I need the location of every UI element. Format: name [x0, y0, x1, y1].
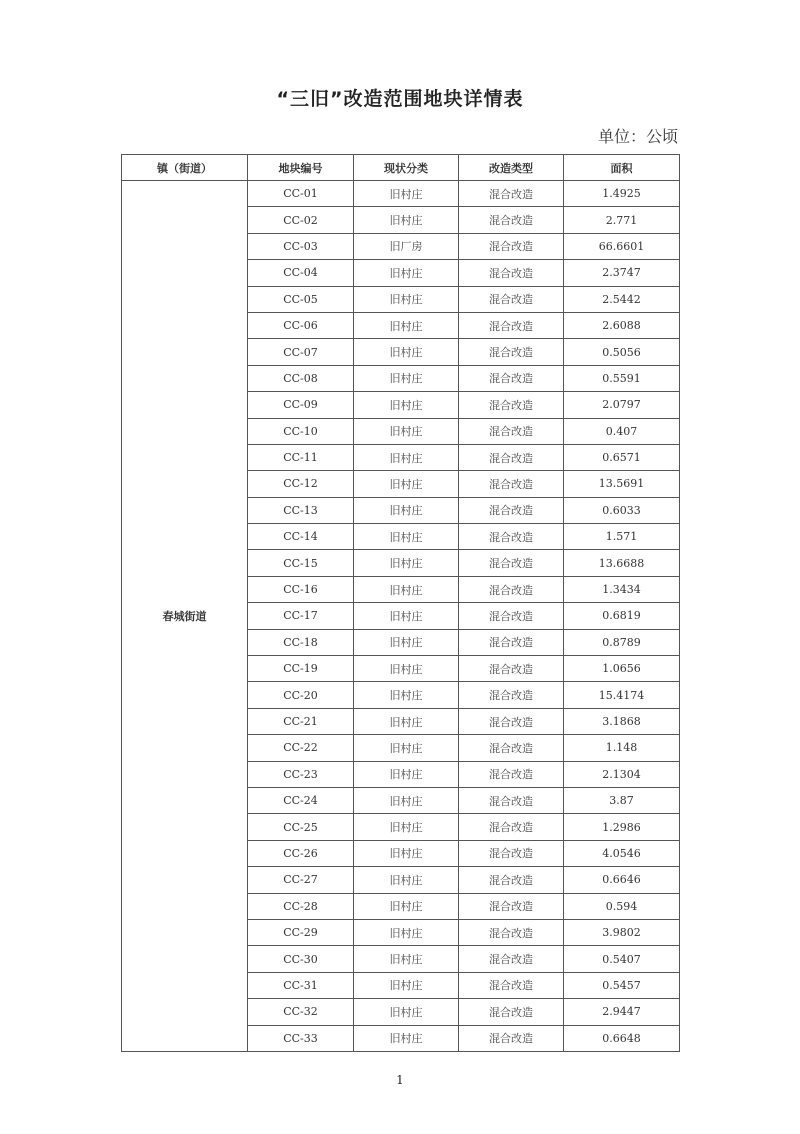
- renovation-type-cell: 混合改造: [459, 999, 564, 1025]
- renovation-type-cell: 混合改造: [459, 418, 564, 444]
- renovation-type-cell: 混合改造: [459, 946, 564, 972]
- current-class-cell: 旧村庄: [354, 814, 459, 840]
- parcel-id-cell: CC-09: [248, 392, 354, 418]
- parcel-id-cell: CC-17: [248, 603, 354, 629]
- area-cell: 1.571: [564, 524, 680, 550]
- current-class-cell: 旧村庄: [354, 471, 459, 497]
- header-parcel-id: 地块编号: [248, 155, 354, 181]
- current-class-cell: 旧村庄: [354, 867, 459, 893]
- area-cell: 0.6819: [564, 603, 680, 629]
- area-cell: 3.9802: [564, 919, 680, 945]
- parcel-id-cell: CC-28: [248, 893, 354, 919]
- parcel-id-cell: CC-04: [248, 260, 354, 286]
- current-class-cell: 旧村庄: [354, 946, 459, 972]
- parcel-id-cell: CC-18: [248, 629, 354, 655]
- parcel-id-cell: CC-05: [248, 286, 354, 312]
- renovation-type-cell: 混合改造: [459, 550, 564, 576]
- renovation-type-cell: 混合改造: [459, 867, 564, 893]
- current-class-cell: 旧村庄: [354, 682, 459, 708]
- area-cell: 0.594: [564, 893, 680, 919]
- parcel-id-cell: CC-02: [248, 207, 354, 233]
- document-title: “三旧”改造范围地块详情表: [276, 88, 524, 110]
- parcel-id-cell: CC-30: [248, 946, 354, 972]
- parcel-id-cell: CC-07: [248, 339, 354, 365]
- current-class-cell: 旧村庄: [354, 919, 459, 945]
- renovation-type-cell: 混合改造: [459, 761, 564, 787]
- area-cell: 0.8789: [564, 629, 680, 655]
- current-class-cell: 旧厂房: [354, 233, 459, 259]
- current-class-cell: 旧村庄: [354, 761, 459, 787]
- renovation-type-cell: 混合改造: [459, 814, 564, 840]
- renovation-type-cell: 混合改造: [459, 972, 564, 998]
- area-cell: 13.6688: [564, 550, 680, 576]
- renovation-type-cell: 混合改造: [459, 787, 564, 813]
- renovation-type-cell: 混合改造: [459, 207, 564, 233]
- renovation-type-cell: 混合改造: [459, 893, 564, 919]
- current-class-cell: 旧村庄: [354, 999, 459, 1025]
- renovation-type-cell: 混合改造: [459, 260, 564, 286]
- area-cell: 3.1868: [564, 708, 680, 734]
- renovation-type-cell: 混合改造: [459, 840, 564, 866]
- parcel-id-cell: CC-11: [248, 444, 354, 470]
- current-class-cell: 旧村庄: [354, 735, 459, 761]
- area-cell: 0.6033: [564, 497, 680, 523]
- parcel-id-cell: CC-10: [248, 418, 354, 444]
- current-class-cell: 旧村庄: [354, 656, 459, 682]
- area-cell: 2.1304: [564, 761, 680, 787]
- current-class-cell: 旧村庄: [354, 497, 459, 523]
- current-class-cell: 旧村庄: [354, 181, 459, 207]
- parcel-id-cell: CC-25: [248, 814, 354, 840]
- area-cell: 2.771: [564, 207, 680, 233]
- town-cell: 春城街道: [122, 181, 248, 1052]
- parcel-id-cell: CC-20: [248, 682, 354, 708]
- area-cell: 0.6646: [564, 867, 680, 893]
- unit-label: 单位：公顷: [597, 127, 678, 146]
- renovation-type-cell: 混合改造: [459, 471, 564, 497]
- current-class-cell: 旧村庄: [354, 787, 459, 813]
- area-cell: 66.6601: [564, 233, 680, 259]
- renovation-type-cell: 混合改造: [459, 682, 564, 708]
- current-class-cell: 旧村庄: [354, 524, 459, 550]
- area-cell: 0.5591: [564, 365, 680, 391]
- current-class-cell: 旧村庄: [354, 365, 459, 391]
- renovation-type-cell: 混合改造: [459, 181, 564, 207]
- header-current-class: 现状分类: [354, 155, 459, 181]
- current-class-cell: 旧村庄: [354, 207, 459, 233]
- renovation-type-cell: 混合改造: [459, 1025, 564, 1051]
- page-number: 1: [396, 1073, 404, 1087]
- area-cell: 2.6088: [564, 312, 680, 338]
- parcel-id-cell: CC-15: [248, 550, 354, 576]
- parcel-id-cell: CC-06: [248, 312, 354, 338]
- area-cell: 2.9447: [564, 999, 680, 1025]
- renovation-type-cell: 混合改造: [459, 286, 564, 312]
- parcel-id-cell: CC-33: [248, 1025, 354, 1051]
- area-cell: 2.5442: [564, 286, 680, 312]
- parcel-id-cell: CC-01: [248, 181, 354, 207]
- current-class-cell: 旧村庄: [354, 550, 459, 576]
- table-header-row: [122, 155, 680, 181]
- current-class-cell: 旧村庄: [354, 444, 459, 470]
- table-row: [122, 181, 680, 207]
- area-cell: 0.6571: [564, 444, 680, 470]
- area-cell: 1.148: [564, 735, 680, 761]
- parcel-id-cell: CC-24: [248, 787, 354, 813]
- parcel-id-cell: CC-19: [248, 656, 354, 682]
- current-class-cell: 旧村庄: [354, 339, 459, 365]
- current-class-cell: 旧村庄: [354, 286, 459, 312]
- renovation-type-cell: 混合改造: [459, 919, 564, 945]
- renovation-type-cell: 混合改造: [459, 392, 564, 418]
- current-class-cell: 旧村庄: [354, 893, 459, 919]
- current-class-cell: 旧村庄: [354, 972, 459, 998]
- parcel-id-cell: CC-29: [248, 919, 354, 945]
- area-cell: 15.4174: [564, 682, 680, 708]
- current-class-cell: 旧村庄: [354, 312, 459, 338]
- area-cell: 0.5457: [564, 972, 680, 998]
- area-cell: 1.3434: [564, 576, 680, 602]
- renovation-type-cell: 混合改造: [459, 444, 564, 470]
- parcel-id-cell: CC-27: [248, 867, 354, 893]
- renovation-type-cell: 混合改造: [459, 524, 564, 550]
- header-renovation-type: 改造类型: [459, 155, 564, 181]
- current-class-cell: 旧村庄: [354, 392, 459, 418]
- parcel-id-cell: CC-23: [248, 761, 354, 787]
- area-cell: 0.6648: [564, 1025, 680, 1051]
- area-cell: 1.0656: [564, 656, 680, 682]
- current-class-cell: 旧村庄: [354, 260, 459, 286]
- area-cell: 0.5056: [564, 339, 680, 365]
- parcel-id-cell: CC-26: [248, 840, 354, 866]
- area-cell: 0.407: [564, 418, 680, 444]
- renovation-type-cell: 混合改造: [459, 735, 564, 761]
- parcel-id-cell: CC-12: [248, 471, 354, 497]
- current-class-cell: 旧村庄: [354, 1025, 459, 1051]
- renovation-type-cell: 混合改造: [459, 365, 564, 391]
- renovation-type-cell: 混合改造: [459, 603, 564, 629]
- parcel-id-cell: CC-31: [248, 972, 354, 998]
- parcel-id-cell: CC-13: [248, 497, 354, 523]
- renovation-type-cell: 混合改造: [459, 708, 564, 734]
- current-class-cell: 旧村庄: [354, 603, 459, 629]
- area-cell: 1.2986: [564, 814, 680, 840]
- current-class-cell: 旧村庄: [354, 629, 459, 655]
- parcel-id-cell: CC-32: [248, 999, 354, 1025]
- renovation-type-cell: 混合改造: [459, 312, 564, 338]
- parcel-id-cell: CC-03: [248, 233, 354, 259]
- current-class-cell: 旧村庄: [354, 576, 459, 602]
- renovation-type-cell: 混合改造: [459, 339, 564, 365]
- area-cell: 3.87: [564, 787, 680, 813]
- parcel-id-cell: CC-14: [248, 524, 354, 550]
- parcel-table: [121, 154, 680, 1052]
- header-town: 镇（街道）: [122, 155, 248, 181]
- area-cell: 2.3747: [564, 260, 680, 286]
- parcel-id-cell: CC-08: [248, 365, 354, 391]
- renovation-type-cell: 混合改造: [459, 497, 564, 523]
- parcel-id-cell: CC-16: [248, 576, 354, 602]
- renovation-type-cell: 混合改造: [459, 233, 564, 259]
- renovation-type-cell: 混合改造: [459, 576, 564, 602]
- current-class-cell: 旧村庄: [354, 840, 459, 866]
- area-cell: 0.5407: [564, 946, 680, 972]
- current-class-cell: 旧村庄: [354, 418, 459, 444]
- renovation-type-cell: 混合改造: [459, 629, 564, 655]
- renovation-type-cell: 混合改造: [459, 656, 564, 682]
- header-area: 面积: [564, 155, 680, 181]
- area-cell: 1.4925: [564, 181, 680, 207]
- parcel-id-cell: CC-22: [248, 735, 354, 761]
- parcel-id-cell: CC-21: [248, 708, 354, 734]
- area-cell: 4.0546: [564, 840, 680, 866]
- area-cell: 13.5691: [564, 471, 680, 497]
- area-cell: 2.0797: [564, 392, 680, 418]
- current-class-cell: 旧村庄: [354, 708, 459, 734]
